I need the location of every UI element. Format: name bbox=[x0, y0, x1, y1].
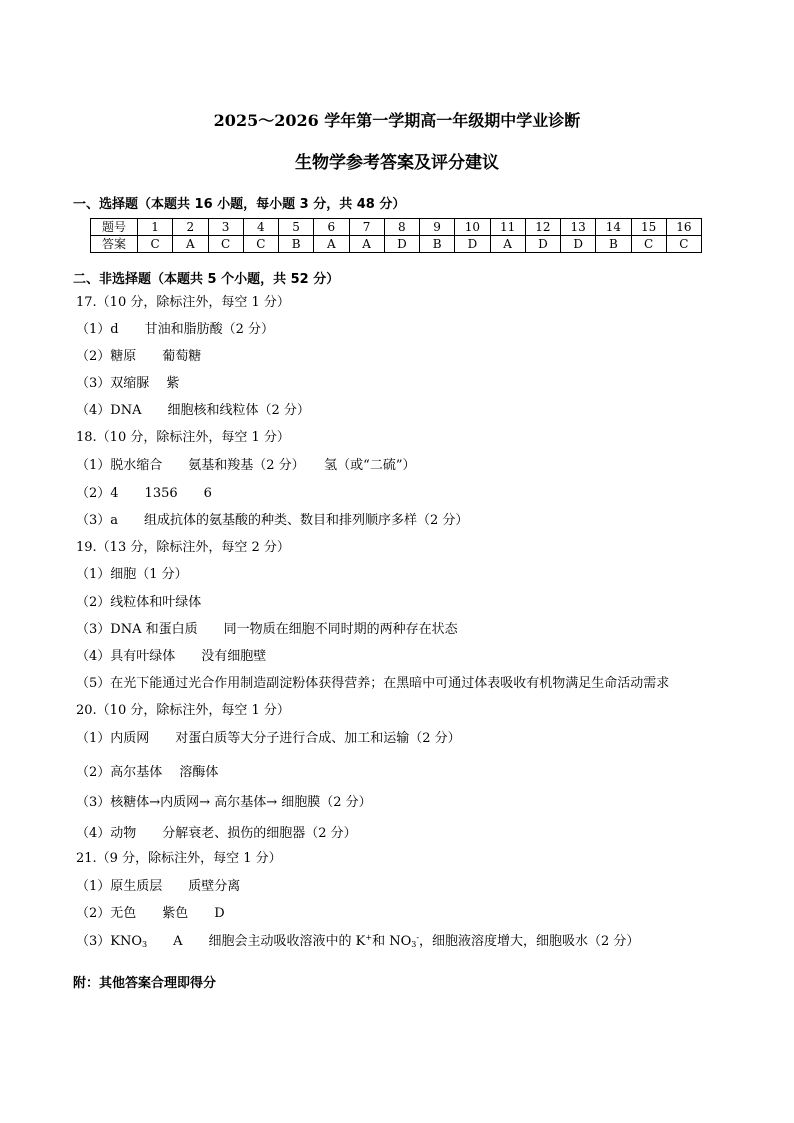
question-number: 5 bbox=[279, 219, 314, 236]
answer-line: （4）DNA 细胞核和线粒体（2 分） bbox=[76, 403, 310, 418]
question-number: 9 bbox=[420, 219, 455, 236]
answer-cell: B bbox=[279, 236, 314, 253]
question-number: 1 bbox=[138, 219, 173, 236]
answer-table-answer-row bbox=[91, 236, 702, 253]
question-number: 2 bbox=[173, 219, 208, 236]
answer-cell: D bbox=[561, 236, 596, 253]
subscript: 3 bbox=[411, 940, 417, 949]
answer-cell: D bbox=[525, 236, 560, 253]
answer-table-number-row bbox=[91, 219, 702, 236]
answer-cell: C bbox=[631, 236, 666, 253]
answer-line: （3）a 组成抗体的氨基酸的种类、数目和排列顺序多样（2 分） bbox=[76, 513, 469, 528]
answer-line: （2）无色 紫色 D bbox=[76, 906, 225, 921]
answer-line: （3）双缩脲 紫 bbox=[76, 376, 180, 391]
subscript: 3 bbox=[142, 940, 148, 949]
row-label-number: 题号 bbox=[91, 219, 138, 236]
question-17-header: 17.（10 分，除标注外，每空 1 分） bbox=[76, 295, 290, 310]
question-number: 16 bbox=[666, 219, 701, 236]
question-19-header: 19.（13 分，除标注外，每空 2 分） bbox=[76, 540, 290, 555]
question-20-header: 20.（10 分，除标注外，每空 1 分） bbox=[76, 703, 290, 718]
answer-cell: D bbox=[455, 236, 490, 253]
answer-cell: B bbox=[596, 236, 631, 253]
answer-line bbox=[76, 934, 639, 950]
superscript: + bbox=[365, 933, 373, 942]
answer-text: 和 NO bbox=[372, 934, 412, 949]
answer-text: （3）KNO bbox=[76, 934, 143, 949]
answer-cell: A bbox=[314, 236, 349, 253]
question-number: 3 bbox=[208, 219, 243, 236]
question-number: 8 bbox=[384, 219, 419, 236]
answer-line: （2）糖原 葡萄糖 bbox=[76, 349, 202, 364]
question-number: 14 bbox=[596, 219, 631, 236]
superscript: - bbox=[416, 933, 420, 942]
answer-cell: B bbox=[420, 236, 455, 253]
question-21-header: 21.（9 分，除标注外，每空 1 分） bbox=[76, 851, 282, 866]
answer-line: （1）d 甘油和脂肪酸（2 分） bbox=[76, 322, 274, 337]
answer-line: （1）内质网 对蛋白质等大分子进行合成、加工和运输（2 分） bbox=[76, 731, 461, 746]
answer-cell: D bbox=[384, 236, 419, 253]
answer-cell: C bbox=[666, 236, 701, 253]
answer-line: （2）4 1356 6 bbox=[76, 486, 212, 501]
answer-line: （4）动物 分解衰老、损伤的细胞器（2 分） bbox=[76, 826, 357, 841]
section1-heading: 一、选择题（本题共 16 小题，每小题 3 分，共 48 分） bbox=[73, 197, 406, 212]
answer-cell: C bbox=[208, 236, 243, 253]
question-number: 13 bbox=[561, 219, 596, 236]
footer-note: 附：其他答案合理即得分 bbox=[73, 976, 217, 991]
answer-line: （3）核糖体→内质网→ 高尔基体→ 细胞膜（2 分） bbox=[76, 795, 372, 810]
question-number: 6 bbox=[314, 219, 349, 236]
page-title: 2025～2026 学年第一学期高一年级期中学业诊断 bbox=[213, 111, 581, 130]
section2-heading: 二、非选择题（本题共 5 个小题，共 52 分） bbox=[73, 272, 340, 287]
answer-cell: A bbox=[349, 236, 384, 253]
question-number: 7 bbox=[349, 219, 384, 236]
answer-line: （5）在光下能通过光合作用制造副淀粉体获得营养；在黑暗中可通过体表吸收有机物满足生命活动需求 bbox=[76, 676, 670, 691]
question-number: 12 bbox=[525, 219, 560, 236]
answer-line: （4）具有叶绿体 没有细胞壁 bbox=[76, 649, 267, 664]
answer-cell: C bbox=[243, 236, 278, 253]
answer-table bbox=[90, 218, 702, 253]
answer-line: （1）细胞（1 分） bbox=[76, 567, 188, 582]
answer-text: ，细胞液溶度增大，细胞吸水（2 分） bbox=[419, 934, 640, 949]
row-label-answer: 答案 bbox=[91, 236, 138, 253]
answer-cell: C bbox=[138, 236, 173, 253]
question-number: 4 bbox=[243, 219, 278, 236]
answer-line: （1）脱水缩合 氨基和羧基（2 分） 氢（或“二硫”） bbox=[76, 458, 416, 473]
answer-line: （3）DNA 和蛋白质 同一物质在细胞不同时期的两种存在状态 bbox=[76, 622, 458, 637]
question-number: 11 bbox=[490, 219, 525, 236]
page-subtitle: 生物学参考答案及评分建议 bbox=[295, 153, 499, 173]
question-number: 10 bbox=[455, 219, 490, 236]
question-18-header: 18.（10 分，除标注外，每空 1 分） bbox=[76, 430, 290, 445]
answer-line: （2）高尔基体 溶酶体 bbox=[76, 765, 219, 780]
answer-line: （2）线粒体和叶绿体 bbox=[76, 595, 202, 610]
question-number: 15 bbox=[631, 219, 666, 236]
answer-cell: A bbox=[173, 236, 208, 253]
answer-line: （1）原生质层 质壁分离 bbox=[76, 879, 241, 894]
answer-text: A 细胞会主动吸收溶液中的 K bbox=[147, 934, 366, 949]
answer-cell: A bbox=[490, 236, 525, 253]
